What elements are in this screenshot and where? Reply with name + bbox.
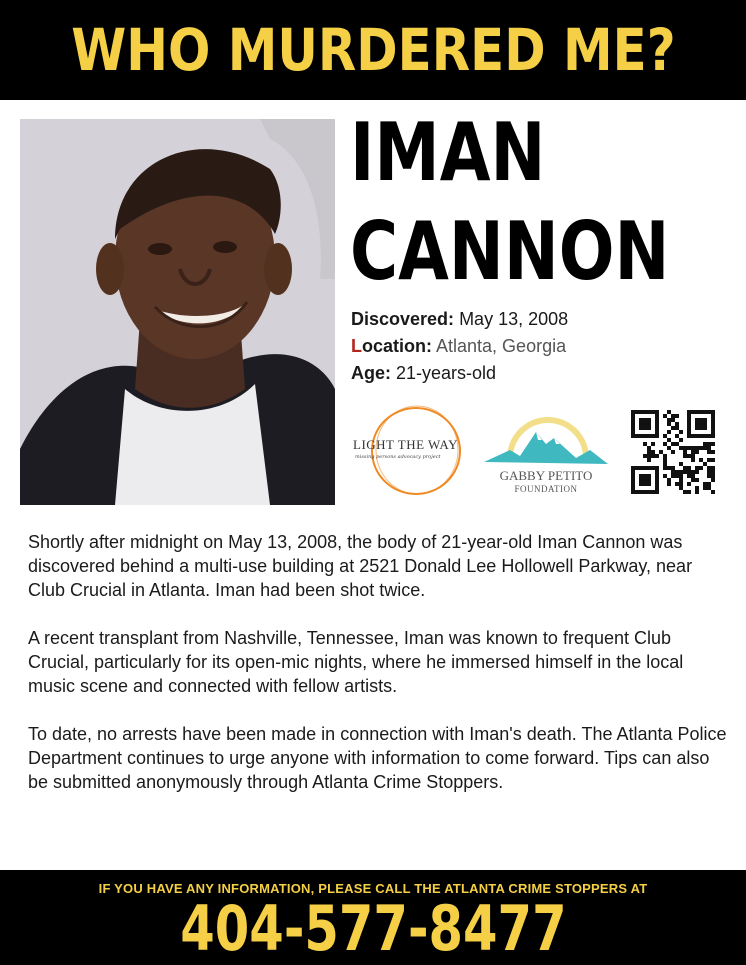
discovered-value: May 13, 2008 xyxy=(459,309,569,329)
victim-first-name: IMAN xyxy=(350,106,546,199)
victim-details xyxy=(351,306,731,387)
light-the-way-script: missing persons advocacy project xyxy=(355,454,441,460)
headline: WHO MURDERED ME? xyxy=(70,16,676,84)
location-value: Atlanta, Georgia xyxy=(436,336,567,356)
gabby-petito-sub: FOUNDATION xyxy=(514,484,578,494)
light-the-way-title: LIGHT THE WAY xyxy=(353,437,458,452)
location-label-initial: L xyxy=(351,336,362,356)
qr-code[interactable] xyxy=(631,410,715,494)
location-line xyxy=(351,333,731,360)
age-label: Age: xyxy=(351,363,391,383)
age-value: 21-years-old xyxy=(396,363,497,383)
qr-code-icon xyxy=(631,410,715,494)
victim-photo xyxy=(20,119,335,505)
summary-paragraph-2: A recent transplant from Nashville, Tennessee, Iman was known to frequent Club Crucial, particularly for its open-mic nights, where he immersed himself in the local music scene and connected with fellow artists. xyxy=(28,628,684,696)
tip-line-phone[interactable] xyxy=(0,892,746,965)
gabby-petito-name: GABBY PETITO xyxy=(499,468,593,483)
top-banner xyxy=(0,0,746,100)
call-to-action: IF YOU HAVE ANY INFORMATION, PLEASE CALL THE ATLANTA CRIME STOPPERS AT xyxy=(98,881,648,896)
discovered-label: Discovered: xyxy=(351,309,455,329)
case-summary xyxy=(28,530,728,818)
tip-line-number[interactable]: 404-577-8477 xyxy=(179,892,567,965)
portrait-photo xyxy=(20,119,335,505)
location-label-rest: ocation: xyxy=(362,336,432,356)
light-the-way-logo xyxy=(349,404,474,499)
age-line xyxy=(351,360,731,387)
gabby-petito-foundation-logo xyxy=(480,410,612,502)
discovered-line xyxy=(351,306,731,333)
summary-paragraph-3: To date, no arrests have been made in connection with Iman's death. The Atlanta Police Department continues to urge anyone with information to come forward. Tips can also be submitted anonymously through Atlanta Crime Stoppers. xyxy=(28,724,727,792)
victim-last-name: CANNON xyxy=(350,205,670,298)
summary-paragraph-1: Shortly after midnight on May 13, 2008, the body of 21-year-old Iman Cannon was discovered behind a multi-use building at 2521 Donald Lee Hollowell Parkway, near Club Crucial in Atlanta. Iman had been shot twice. xyxy=(28,532,693,600)
